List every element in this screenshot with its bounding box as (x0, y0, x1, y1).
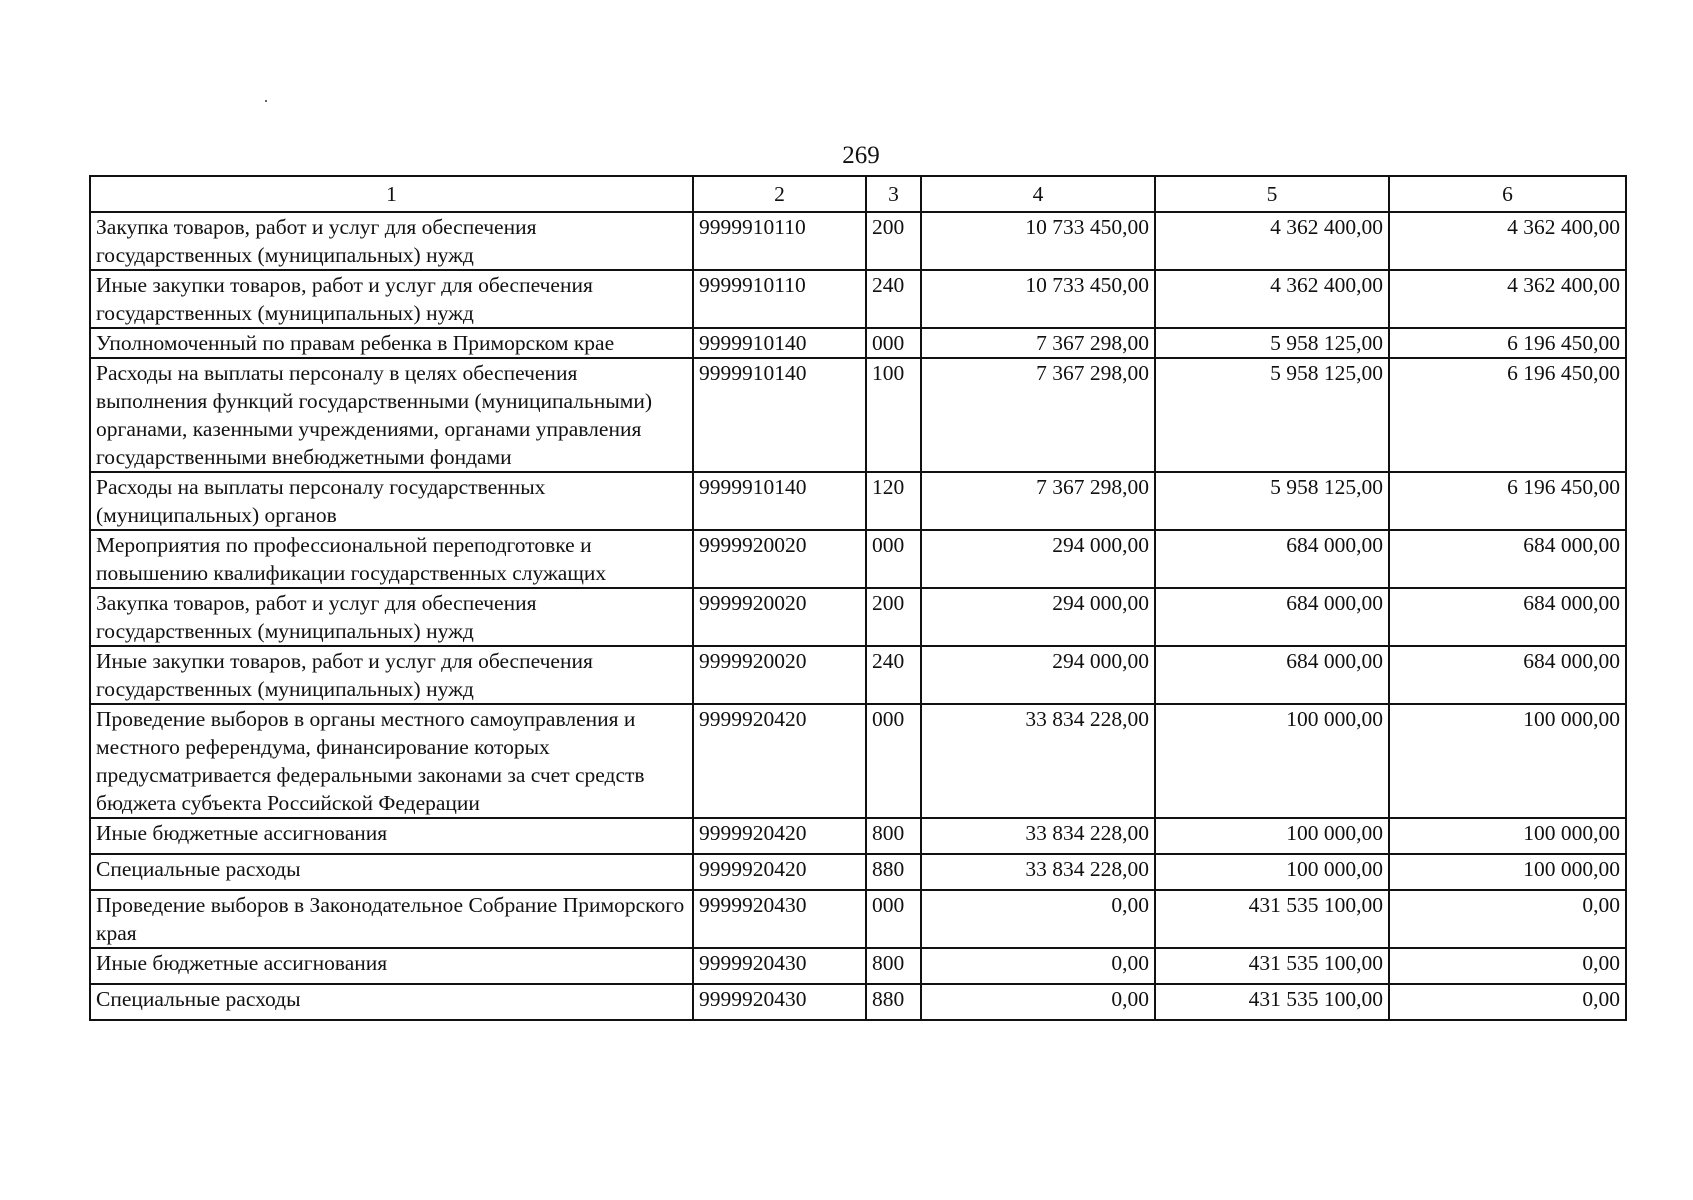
amount-col-4: 33 834 228,00 (921, 818, 1155, 854)
amount-col-6: 6 196 450,00 (1389, 358, 1626, 472)
table-row (90, 890, 1626, 948)
expense-type-code: 100 (866, 358, 921, 472)
table-row (90, 358, 1626, 472)
expense-type-code: 800 (866, 948, 921, 984)
expense-type-code: 000 (866, 890, 921, 948)
amount-col-6: 100 000,00 (1389, 818, 1626, 854)
amount-col-6: 100 000,00 (1389, 704, 1626, 818)
expense-name: Иные закупки товаров, работ и услуг для обеспечения государственных (муниципальных) нужд (90, 270, 693, 328)
expense-name: Расходы на выплаты персоналу в целях обеспечения выполнения функций государственными (муниципальными) органами, казенными учреждениями, органами управления государственными внебюджетными фондами (90, 358, 693, 472)
target-article-code: 9999910110 (693, 212, 866, 270)
column-header-4: 4 (921, 176, 1155, 212)
table-row (90, 588, 1626, 646)
amount-col-4: 0,00 (921, 890, 1155, 948)
amount-col-6: 4 362 400,00 (1389, 270, 1626, 328)
amount-col-5: 4 362 400,00 (1155, 270, 1389, 328)
amount-col-5: 5 958 125,00 (1155, 358, 1389, 472)
column-number-row (90, 176, 1626, 212)
expense-name: Проведение выборов в органы местного самоуправления и местного референдума, финансирование которых предусматривается федеральными законами за счет средств бюджета субъекта Российской Федерации (90, 704, 693, 818)
target-article-code: 9999920420 (693, 704, 866, 818)
table-row (90, 472, 1626, 530)
amount-col-4: 33 834 228,00 (921, 854, 1155, 890)
expense-name: Специальные расходы (90, 984, 693, 1020)
amount-col-4: 33 834 228,00 (921, 704, 1155, 818)
expense-type-code: 880 (866, 984, 921, 1020)
expense-name: Специальные расходы (90, 854, 693, 890)
amount-col-4: 294 000,00 (921, 530, 1155, 588)
amount-col-4: 10 733 450,00 (921, 270, 1155, 328)
amount-col-5: 431 535 100,00 (1155, 890, 1389, 948)
table-row (90, 984, 1626, 1020)
target-article-code: 9999920430 (693, 984, 866, 1020)
amount-col-5: 5 958 125,00 (1155, 328, 1389, 358)
column-header-2: 2 (693, 176, 866, 212)
expense-type-code: 120 (866, 472, 921, 530)
target-article-code: 9999920430 (693, 948, 866, 984)
amount-col-6: 100 000,00 (1389, 854, 1626, 890)
column-header-3: 3 (866, 176, 921, 212)
amount-col-5: 5 958 125,00 (1155, 472, 1389, 530)
amount-col-5: 684 000,00 (1155, 646, 1389, 704)
amount-col-5: 684 000,00 (1155, 530, 1389, 588)
column-header-1: 1 (90, 176, 693, 212)
amount-col-4: 0,00 (921, 984, 1155, 1020)
amount-col-6: 684 000,00 (1389, 530, 1626, 588)
expense-name: Закупка товаров, работ и услуг для обеспечения государственных (муниципальных) нужд (90, 588, 693, 646)
amount-col-6: 0,00 (1389, 984, 1626, 1020)
amount-col-6: 4 362 400,00 (1389, 212, 1626, 270)
expense-name: Уполномоченный по правам ребенка в Приморском крае (90, 328, 693, 358)
expense-type-code: 800 (866, 818, 921, 854)
expense-name: Иные закупки товаров, работ и услуг для обеспечения государственных (муниципальных) нужд (90, 646, 693, 704)
table-row (90, 212, 1626, 270)
amount-col-6: 684 000,00 (1389, 646, 1626, 704)
amount-col-4: 10 733 450,00 (921, 212, 1155, 270)
amount-col-4: 7 367 298,00 (921, 358, 1155, 472)
target-article-code: 9999920020 (693, 530, 866, 588)
target-article-code: 9999920420 (693, 854, 866, 890)
expense-type-code: 240 (866, 270, 921, 328)
target-article-code: 9999920420 (693, 818, 866, 854)
scan-speck (265, 100, 267, 102)
target-article-code: 9999910140 (693, 328, 866, 358)
table-row (90, 948, 1626, 984)
amount-col-4: 294 000,00 (921, 588, 1155, 646)
column-header-5: 5 (1155, 176, 1389, 212)
target-article-code: 9999920020 (693, 646, 866, 704)
amount-col-5: 100 000,00 (1155, 818, 1389, 854)
amount-col-5: 684 000,00 (1155, 588, 1389, 646)
amount-col-6: 6 196 450,00 (1389, 472, 1626, 530)
expense-name: Закупка товаров, работ и услуг для обеспечения государственных (муниципальных) нужд (90, 212, 693, 270)
page-number: 269 (842, 142, 880, 169)
table-row (90, 270, 1626, 328)
amount-col-4: 294 000,00 (921, 646, 1155, 704)
table-row (90, 818, 1626, 854)
amount-col-4: 7 367 298,00 (921, 328, 1155, 358)
table-row (90, 704, 1626, 818)
budget-table (89, 175, 1627, 1021)
expense-name: Расходы на выплаты персоналу государственных (муниципальных) органов (90, 472, 693, 530)
table-row (90, 530, 1626, 588)
amount-col-4: 0,00 (921, 948, 1155, 984)
amount-col-5: 431 535 100,00 (1155, 984, 1389, 1020)
expense-type-code: 880 (866, 854, 921, 890)
target-article-code: 9999920020 (693, 588, 866, 646)
target-article-code: 9999910140 (693, 472, 866, 530)
table-row (90, 328, 1626, 358)
expense-type-code: 200 (866, 212, 921, 270)
expense-type-code: 000 (866, 704, 921, 818)
amount-col-6: 0,00 (1389, 948, 1626, 984)
expense-type-code: 000 (866, 530, 921, 588)
expense-type-code: 200 (866, 588, 921, 646)
expense-name: Иные бюджетные ассигнования (90, 948, 693, 984)
target-article-code: 9999920430 (693, 890, 866, 948)
amount-col-4: 7 367 298,00 (921, 472, 1155, 530)
amount-col-6: 6 196 450,00 (1389, 328, 1626, 358)
amount-col-5: 100 000,00 (1155, 704, 1389, 818)
amount-col-5: 431 535 100,00 (1155, 948, 1389, 984)
expense-name: Мероприятия по профессиональной переподготовке и повышению квалификации государственных служащих (90, 530, 693, 588)
table-row (90, 646, 1626, 704)
amount-col-6: 684 000,00 (1389, 588, 1626, 646)
expense-name: Проведение выборов в Законодательное Собрание Приморского края (90, 890, 693, 948)
target-article-code: 9999910110 (693, 270, 866, 328)
expense-type-code: 240 (866, 646, 921, 704)
amount-col-5: 4 362 400,00 (1155, 212, 1389, 270)
table-row (90, 854, 1626, 890)
target-article-code: 9999910140 (693, 358, 866, 472)
expense-name: Иные бюджетные ассигнования (90, 818, 693, 854)
amount-col-6: 0,00 (1389, 890, 1626, 948)
amount-col-5: 100 000,00 (1155, 854, 1389, 890)
column-header-6: 6 (1389, 176, 1626, 212)
expense-type-code: 000 (866, 328, 921, 358)
